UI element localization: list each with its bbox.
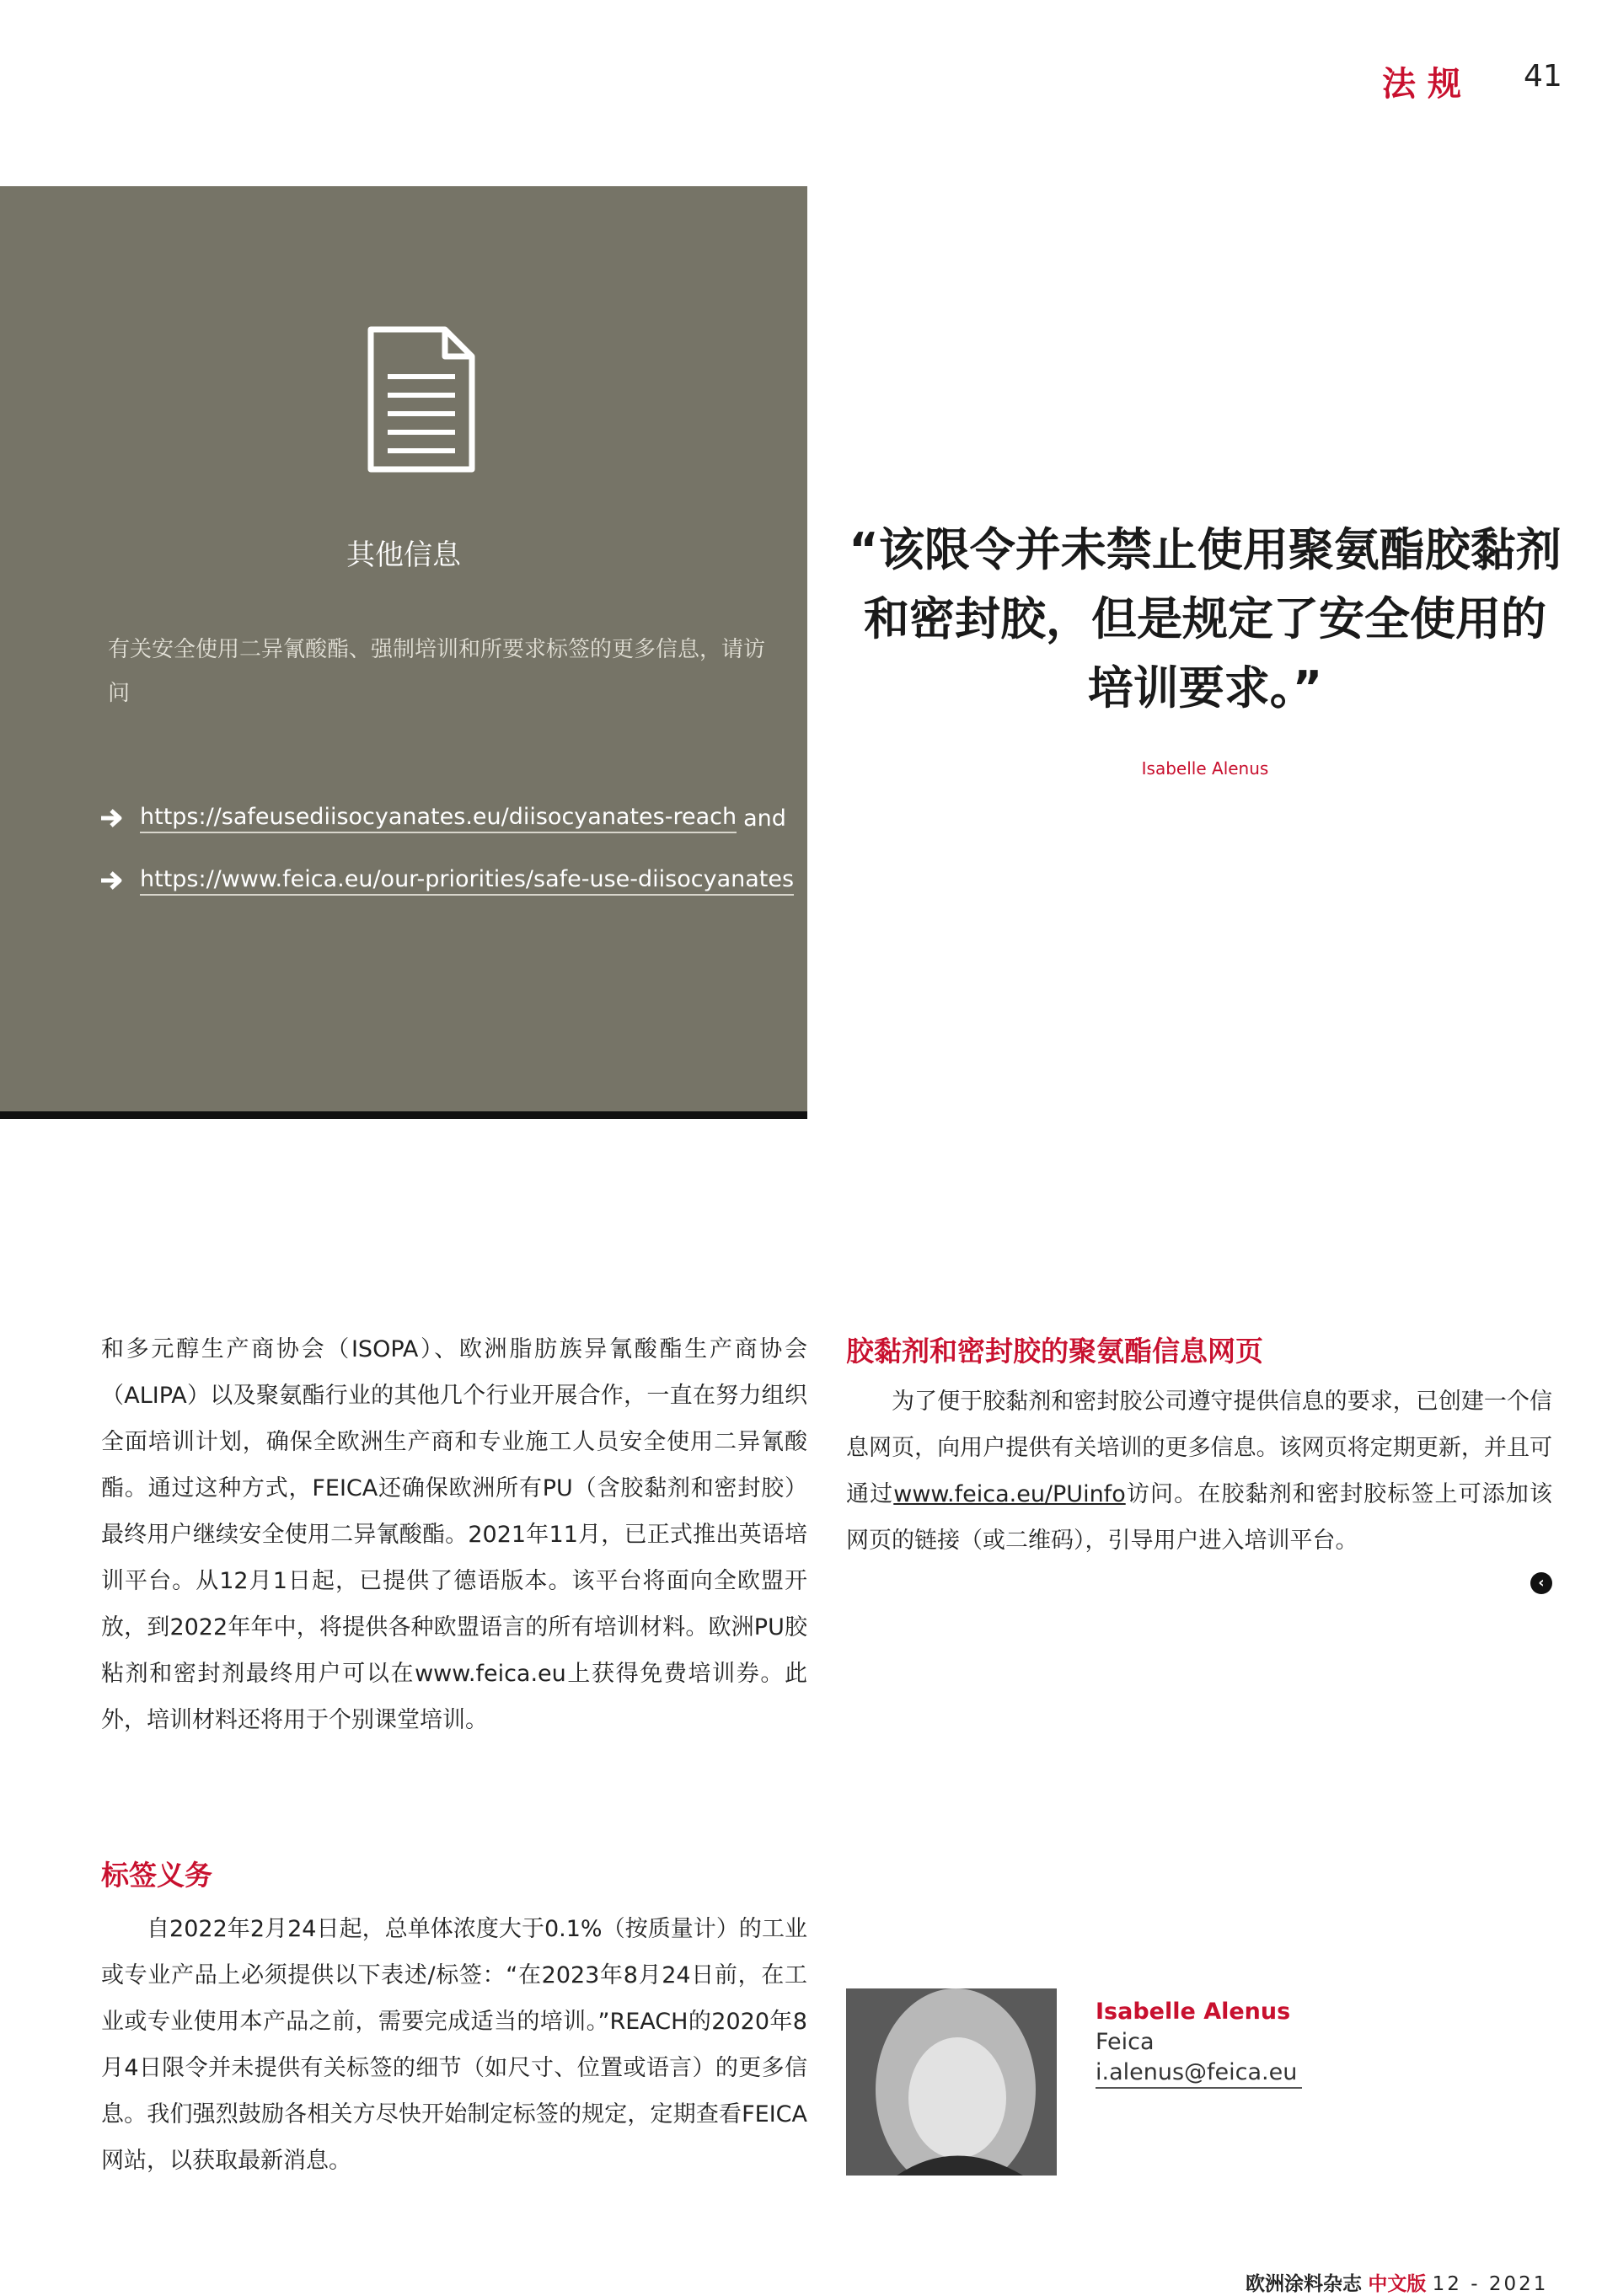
footer-edition: 中文版 (1368, 2273, 1427, 2295)
footer-issue: 12 - 2021 (1432, 2273, 1549, 2295)
link-suffix: and (743, 805, 786, 832)
feica-priorities-link[interactable]: https://www.feica.eu/our-priorities/safe-use-diisocyanates (140, 866, 794, 896)
document-icon (364, 324, 479, 476)
right-paragraph-text-1: 为了便于胶黏剂和密封胶公司遵守提供信息的要求，已创建一个信息网页，向用户提供有关培训的更多信息。该网页将定期更新，并且可通过 (846, 1389, 1552, 1507)
author-organization: Feica (1096, 2029, 1155, 2055)
info-box-title: 其他信息 (346, 538, 461, 572)
left-paragraph-2: 自2022年2月24日起，总单体浓度大于0.1%（按质量计）的工业或专业产品上必须提供以下表述/标签：“在2023年8月24日前，在工业或专业使用本产品之前，需要完成适当的培训。”REACH的2020年8月4日限令并未提供有关标签的细节（如尺寸、位置或语言）的更多信息。我们强烈鼓励各相关方尽快开始制定标签的规定，定期查看FEICA网站，以获取最新消息。 (101, 1916, 807, 2174)
footer-magazine: 欧洲涂料杂志 (1246, 2273, 1362, 2295)
right-paragraph (846, 1378, 1552, 1564)
info-box-text: 有关安全使用二异氰酸酯、强制培训和所要求标签的更多信息，请访问 (108, 637, 766, 706)
right-heading: 胶黏剂和密封胶的聚氨酯信息网页 (846, 1335, 1263, 1367)
author-email-link[interactable]: i.alenus@feica.eu (1096, 2059, 1302, 2089)
back-arrow-icon[interactable]: ‹ (1530, 1572, 1552, 1594)
info-box (0, 186, 807, 1119)
link-row-2 (99, 862, 794, 899)
page-number: 41 (1524, 59, 1562, 94)
pull-quote: “该限令并未禁止使用聚氨酯胶黏剂和密封胶，但是规定了安全使用的培训要求。” (849, 523, 1562, 714)
link-row-1 (99, 800, 786, 837)
arrow-right-icon (99, 868, 125, 893)
portrait-image (846, 1988, 1057, 2176)
quote-author: Isabelle Alenus (1141, 758, 1269, 779)
puinfo-link[interactable]: www.feica.eu/PUinfo (893, 1481, 1126, 1507)
author-photo (846, 1988, 1057, 2176)
safeuse-link[interactable]: https://safeusediisocyanates.eu/diisocyanates-reach (140, 804, 737, 833)
arrow-right-icon (99, 805, 125, 831)
author-name: Isabelle Alenus (1096, 1999, 1291, 2025)
section-title: 法规 (1382, 65, 1473, 104)
labeling-heading: 标签义务 (101, 1859, 212, 1892)
footer (1246, 2268, 1548, 2296)
left-paragraph-1: 和多元醇生产商协会（ISOPA）、欧洲脂肪族异氰酸酯生产商协会（ALIPA）以及聚氨酯行业的其他几个行业开展合作，一直在努力组织全面培训计划，确保全欧洲生产商和专业施工人员安全使用二异氰酸酯。通过这种方式，FEICA还确保欧洲所有PU（含胶黏剂和密封胶）最终用户继续安全使用二异氰酸酯。2021年11月，已正式推出英语培训平台。从12月1日起，已提供了德语版本。该平台将面向全欧盟开放，到2022年年中，将提供各种欧盟语言的所有培训材料。欧洲PU胶粘剂和密封剂最终用户可以在www.feica.eu上获得免费培训券。此外，培训材料还将用于个别课堂培训。 (101, 1336, 807, 1733)
right-paragraph-text-2: 访问。在胶黏剂和密封胶标签上可添加该网页的链接（或二维码），引导用户进入培训平台。 (846, 1481, 1553, 1554)
